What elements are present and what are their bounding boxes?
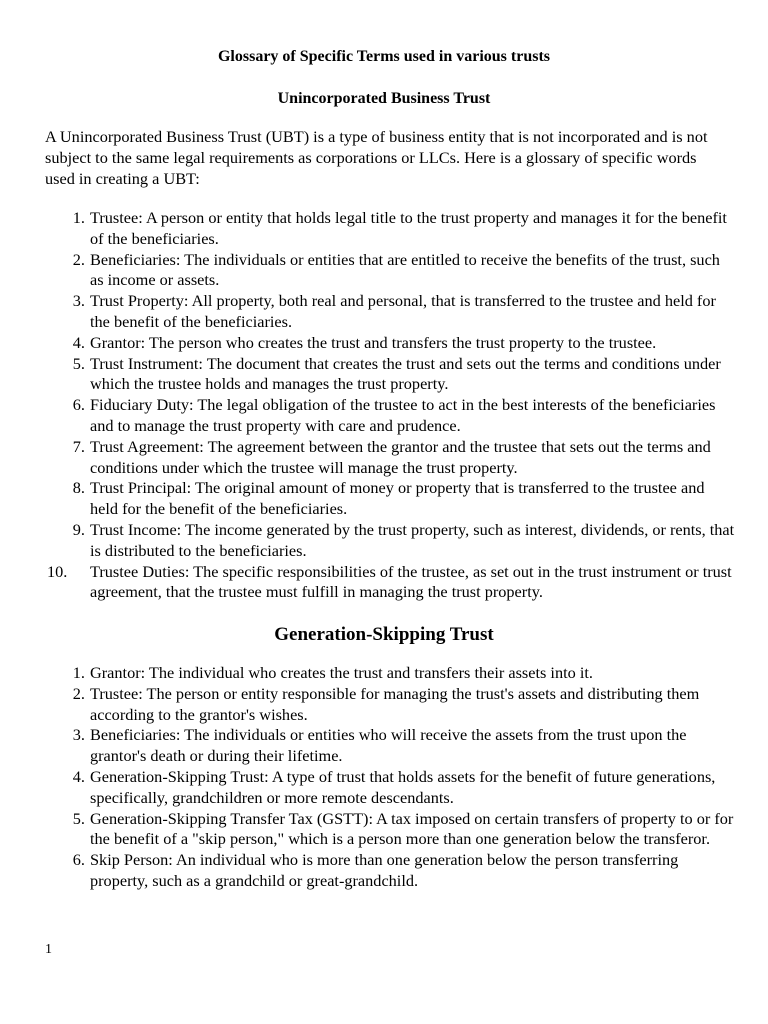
list-item-text: Trust Income: The income generated by the trust property, such as interest, dividends, or rents, that is distributed to the beneficiaries. bbox=[90, 519, 735, 560]
list-item bbox=[45, 250, 735, 292]
list-item-text: Beneficiaries: The individuals or entities who will receive the assets from the trust upon the grantor's death or during their lifetime. bbox=[90, 725, 687, 766]
list-item-text: Trust Agreement: The agreement between the grantor and the trustee that sets out the terms and conditions under which the trustee will manage the trust property. bbox=[90, 436, 711, 477]
list-item bbox=[45, 437, 735, 479]
list-item bbox=[45, 663, 735, 684]
list-item-number: 4. bbox=[72, 332, 85, 352]
list-item-number: 9. bbox=[72, 519, 85, 539]
list-item-number: 1. bbox=[72, 663, 85, 682]
list-item bbox=[45, 291, 735, 333]
list-item-text: Trust Principal: The original amount of money or property that is transferred to the trustee and held for the benefit of the beneficiaries. bbox=[90, 478, 705, 519]
list-item bbox=[45, 725, 735, 767]
list-item bbox=[45, 809, 735, 851]
list-item-number: 6. bbox=[72, 395, 85, 415]
list-item-text: Beneficiaries: The individuals or entities that are entitled to receive the benefits of the trust, such as income or assets. bbox=[90, 249, 720, 290]
section-heading-gst: Generation-Skipping Trust bbox=[274, 624, 494, 645]
list-item bbox=[45, 395, 735, 437]
list-item-text: Trust Instrument: The document that creates the trust and sets out the terms and conditions under which the trustee holds and manages the trust property. bbox=[90, 353, 721, 394]
page-number: 1 bbox=[45, 942, 52, 957]
list-item-number: 3. bbox=[72, 725, 85, 745]
list-item bbox=[45, 684, 735, 726]
list-item-text: Skip Person: An individual who is more than one generation below the person transferring property, such as a grandchild or great-grandchild. bbox=[90, 850, 679, 890]
list-item bbox=[45, 562, 735, 604]
list-item bbox=[45, 333, 735, 354]
list-item-text: Trustee: The person or entity responsible for managing the trust's assets and distributing them according to the grantor's wishes. bbox=[90, 683, 700, 724]
document-title: Glossary of Specific Terms used in various trusts bbox=[217, 48, 550, 65]
list-item-number: 8. bbox=[72, 478, 85, 498]
section-heading-ubt: Unincorporated Business Trust bbox=[277, 90, 491, 107]
list-item-number: 5. bbox=[72, 808, 85, 828]
list-item bbox=[45, 767, 735, 809]
list-item-number: 4. bbox=[72, 766, 85, 786]
list-item-number: 5. bbox=[72, 353, 85, 373]
list-item-text: Grantor: The individual who creates the trust and transfers their assets into it. bbox=[90, 663, 593, 682]
list-item-number: 1. bbox=[72, 208, 85, 227]
list-item-number: 7. bbox=[72, 436, 85, 456]
list-item bbox=[45, 208, 735, 250]
list-item bbox=[45, 520, 735, 562]
list-item bbox=[45, 850, 735, 892]
ubt-glossary-list bbox=[45, 208, 735, 603]
list-item-text: Fiduciary Duty: The legal obligation of the trustee to act in the best interests of the beneficiaries and to manage the trust property with care and prudence. bbox=[90, 395, 716, 435]
gst-glossary-list bbox=[45, 663, 735, 892]
list-item-number: 6. bbox=[72, 850, 85, 870]
list-item-number: 2. bbox=[72, 683, 85, 703]
ubt-intro-paragraph: A Unincorporated Business Trust (UBT) is a type of business entity that is not incorporated and is not subject to the same legal requirements as corporations or LLCs. Here is a glossary of specific words used in creating a UBT: bbox=[45, 127, 708, 188]
list-item-text: Trustee: A person or entity that holds legal title to the trust property and manages it for the benefit of the beneficiaries. bbox=[90, 208, 727, 248]
list-item-number: 3. bbox=[72, 291, 85, 311]
list-item-text: Generation-Skipping Trust: A type of trust that holds assets for the benefit of future generations, specifically, grandchildren or more remote descendants. bbox=[90, 766, 716, 807]
list-item bbox=[45, 354, 735, 396]
list-item-text: Generation-Skipping Transfer Tax (GSTT): A tax imposed on certain transfers of property to or for the benefit of a "skip person," which is a person more than one generation below the transferor. bbox=[90, 808, 734, 849]
list-item-text: Grantor: The person who creates the trust and transfers the trust property to the trustee. bbox=[90, 332, 657, 352]
list-item-text: Trust Property: All property, both real and personal, that is transferred to the trustee and held for the benefit of the beneficiaries. bbox=[90, 291, 716, 331]
list-item-number: 2. bbox=[72, 249, 85, 269]
list-item-number: 10. bbox=[47, 561, 68, 581]
list-item-text: Trustee Duties: The specific responsibilities of the trustee, as set out in the trust instrument or trust agreement, that the trustee must fulfill in managing the trust property. bbox=[90, 561, 732, 602]
list-item bbox=[45, 478, 735, 520]
